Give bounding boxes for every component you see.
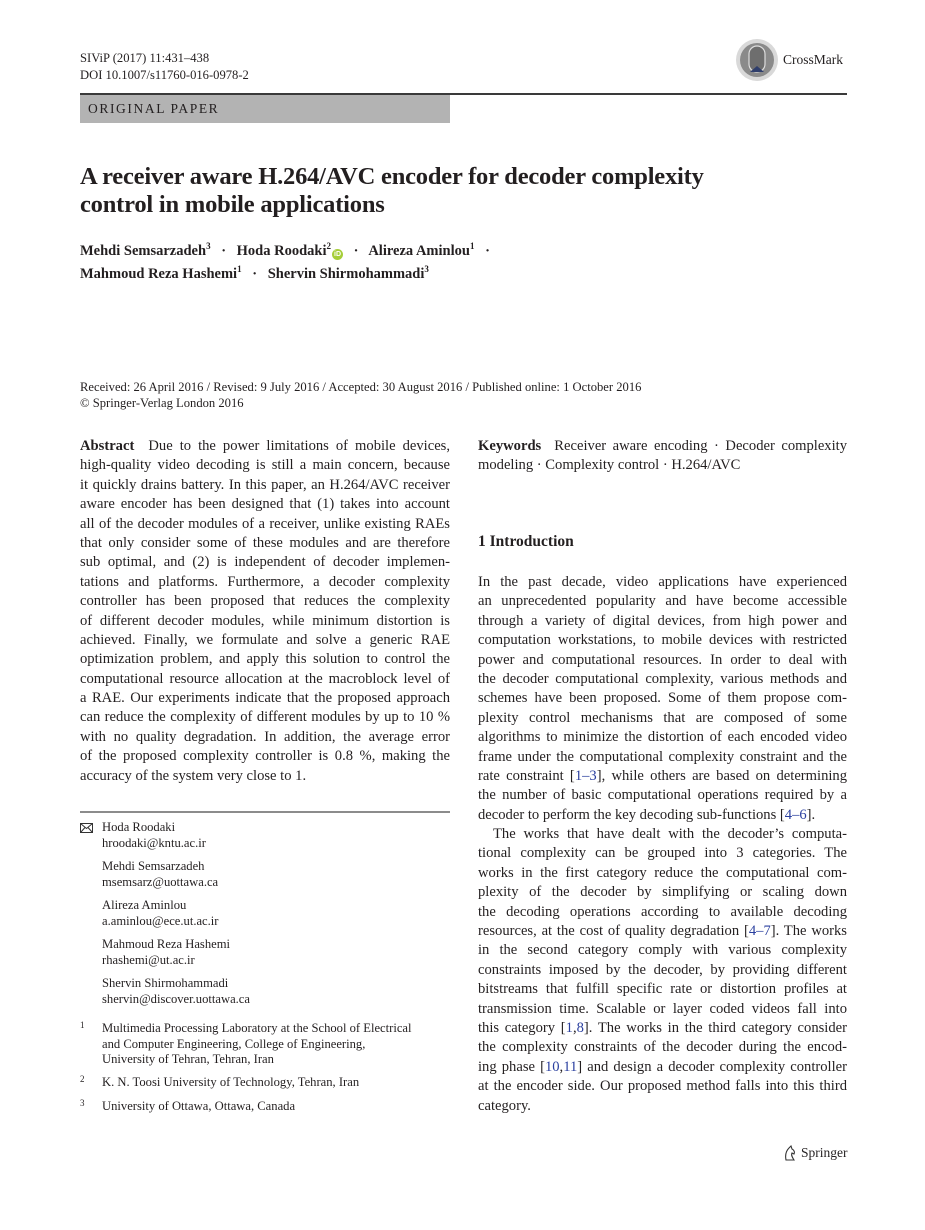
abstract-line — [80, 747, 450, 766]
abstract-text: sub optimal, and (2) is independent of decoder implemen- — [80, 554, 450, 571]
contact-name: Hoda Roodaki — [102, 820, 176, 834]
article-type-banner — [80, 95, 450, 123]
paragraph-text: constraints imposed by the decoder, by providing different — [478, 961, 847, 978]
affiliation-number: 3 — [80, 1098, 85, 1108]
springer-logo — [783, 1145, 848, 1161]
abstract-line — [80, 592, 450, 611]
affiliation-line: K. N. Toosi University of Technology, Tehran, Iran — [102, 1075, 360, 1089]
author-separator: · — [221, 243, 227, 259]
springer-horse-icon — [783, 1145, 797, 1161]
section-body — [478, 573, 847, 1116]
paragraph-line — [478, 903, 847, 922]
abstract-line — [80, 670, 450, 689]
paragraph-text: this category [ — [478, 1019, 566, 1036]
citation-link[interactable]: 10 — [544, 1058, 560, 1075]
paragraph-line — [478, 806, 847, 825]
paragraph-text: an unprecedented popularity and have become accessible — [478, 593, 847, 610]
contact-name: Mehdi Semsarzadeh — [102, 859, 205, 873]
paragraph-line — [478, 941, 847, 960]
contact-email[interactable]: a.aminlou@ece.ut.ac.ir — [102, 913, 219, 928]
paragraph-line — [478, 767, 847, 786]
orcid-icon[interactable]: iD — [334, 251, 342, 258]
paragraph-text: The works that have dealt with the decoder’s computa- — [493, 826, 847, 843]
paragraph-text: ], while others are based on determining — [596, 767, 848, 784]
paragraph-text: computation workstations, to mobile devices with restricted — [478, 632, 847, 649]
paragraph-line — [478, 1058, 847, 1077]
abstract-text: it quickly drains battery. In this paper, an H.264/AVC receiver — [80, 476, 450, 493]
journal-reference: SIViP (2017) 11:431–438 — [80, 51, 210, 65]
abstract-line — [80, 631, 450, 650]
paragraph-line — [478, 612, 847, 631]
abstract-text: optimization problem, and apply this solution to control the — [80, 651, 450, 668]
paragraph-line — [478, 651, 847, 670]
abstract-text: accuracy of the system very close to 1. — [80, 767, 307, 784]
author-affiliation: 3 — [206, 241, 211, 251]
paragraph-text: the number of basic computational operations required by a — [478, 787, 847, 804]
affiliation-number: 1 — [80, 1020, 85, 1030]
abstract-text: that only consider some of these modules and are therefore — [80, 534, 450, 551]
paragraph-line — [478, 980, 847, 999]
author-name: Hoda Roodaki — [236, 243, 327, 259]
contact-email[interactable]: shervin@discover.uottawa.ca — [102, 991, 250, 1006]
paragraph-text: in the second category comply with various complexity — [478, 942, 847, 959]
keywords-line: modeling · Complexity control · H.264/AVC — [478, 457, 741, 474]
paragraph-text: plexity of the decoder by simplifying or scaling down — [478, 884, 847, 901]
article-type: ORIGINAL PAPER — [88, 101, 220, 116]
citation-link[interactable]: 1 — [565, 1019, 573, 1036]
abstract-text: Due to the power limitations of mobile devices, — [148, 438, 451, 454]
abstract-line — [80, 767, 450, 786]
affiliation-number: 2 — [80, 1074, 85, 1084]
abstract-text: controller has been proposed that reduces the complexity — [80, 593, 450, 610]
paragraph-line — [478, 1000, 847, 1019]
abstract-text: a RAE. Our experiments indicate that the proposed approach — [80, 690, 450, 707]
paragraph-line — [478, 592, 847, 611]
abstract-text: aware encoder has been designed that (1) takes into account — [80, 496, 450, 513]
abstract-text: tations and platforms. Furthermore, a decoder complexity — [80, 573, 450, 590]
abstract-line — [80, 689, 450, 708]
abstract-line — [80, 476, 450, 495]
paragraph-text: , — [559, 1058, 564, 1075]
paragraph-text: at the encoder side. Our proposed method falls into this third — [478, 1078, 847, 1095]
paragraph-line — [478, 922, 847, 941]
paragraph-line — [478, 1019, 847, 1038]
publication-dates: Received: 26 April 2016 / Revised: 9 July 2016 / Accepted: 30 August 2016 / Published online: 1 October 2016 — [80, 380, 642, 394]
abstract-text: achieved. Finally, we formulate and solve a generic RAE — [80, 631, 450, 648]
paragraph-text: ]. The works in the third category consider — [583, 1019, 847, 1036]
affiliation-line: and Computer Engineering, College of Engineering, — [102, 1036, 366, 1051]
affiliation-line: University of Tehran, Tehran, Iran — [102, 1052, 274, 1066]
abstract-line — [80, 534, 450, 553]
paragraph-line — [478, 709, 847, 728]
keywords — [478, 437, 847, 476]
abstract — [80, 437, 450, 786]
paragraph-line — [478, 670, 847, 689]
abstract-line — [80, 708, 450, 727]
paragraph-line — [478, 825, 847, 844]
section-heading: 1 Introduction — [478, 533, 574, 550]
abstract-text: of the proposed complexity controller is 0.8 %, making the — [80, 748, 450, 765]
abstract-line — [80, 515, 450, 534]
paragraph-text: resources, at the cost of quality degradation [ — [478, 923, 749, 940]
paragraph-text: ] and design a decoder complexity controller — [577, 1058, 847, 1075]
crossmark-label: CrossMark — [783, 52, 843, 67]
paragraph-line — [478, 728, 847, 747]
paragraph-text: through a variety of digital devices, from high power and — [478, 612, 847, 629]
author-separator: · — [353, 243, 359, 259]
contact-name: Mahmoud Reza Hashemi — [102, 937, 231, 951]
author-affiliation: 2 — [326, 241, 332, 251]
paragraph-text: decoder to perform the key decoding sub-functions [ — [478, 806, 785, 823]
author-affiliation: 3 — [424, 264, 429, 274]
abstract-line — [80, 495, 450, 514]
contact-email[interactable]: hroodaki@kntu.ac.ir — [102, 835, 206, 850]
paragraph-line — [478, 689, 847, 708]
paragraph-text: ing phase [ — [478, 1058, 545, 1075]
paragraph-text: frame under the computational complexity constraint and the — [478, 748, 847, 765]
paragraph-text: , — [572, 1019, 577, 1036]
abstract-text: of different decoder modules, while minimum distortion is — [80, 612, 450, 629]
citation-link[interactable]: 8 — [576, 1019, 584, 1036]
affiliation-line: University of Ottawa, Ottawa, Canada — [102, 1099, 296, 1113]
author-affiliation: 1 — [237, 264, 242, 274]
paper-title — [80, 163, 704, 219]
abstract-line — [80, 456, 450, 475]
abstract-text: computational resource allocation at the macroblock level of — [80, 670, 450, 687]
crossmark-badge[interactable] — [735, 38, 843, 82]
abstract-label: Abstract — [80, 438, 135, 454]
paragraph-text: ]. The works — [770, 923, 847, 940]
paragraph-text: the decoding operations according to available decoding — [478, 903, 847, 920]
contact-email[interactable]: rhashemi@ut.ac.ir — [102, 952, 195, 967]
paragraph-line — [478, 1097, 847, 1116]
paragraph-line — [478, 864, 847, 883]
contact-name: Shervin Shirmohammadi — [102, 976, 229, 990]
contact-name: Alireza Aminlou — [102, 898, 187, 912]
author-separator: · — [485, 243, 490, 259]
author-name: Shervin Shirmohammadi — [267, 266, 425, 282]
copyright: © Springer-Verlag London 2016 — [80, 396, 244, 410]
citation-link[interactable]: 1–3 — [574, 767, 597, 784]
paragraph-line — [478, 573, 847, 592]
citation-link[interactable]: 11 — [563, 1058, 578, 1075]
keywords-label: Keywords — [478, 438, 542, 454]
paragraph-text: transmission time. Scalable or layer coded videos fall into — [478, 1000, 847, 1017]
abstract-text: can reduce the complexity of different modules by up to 10 % — [80, 709, 450, 726]
title-line-1: A receiver aware H.264/AVC encoder for decoder complexity — [80, 163, 704, 190]
paragraph-text: category. — [478, 1097, 531, 1114]
author-affiliation: 1 — [469, 241, 475, 251]
paragraph-text: power and computational resources. In order to deal with — [478, 651, 847, 668]
abstract-line — [80, 573, 450, 592]
paragraph-line — [478, 961, 847, 980]
paragraph-text: works in the first category reduce the computational com- — [478, 864, 847, 881]
paragraph-text: ]. — [806, 806, 816, 823]
abstract-line — [80, 553, 450, 572]
paragraph-text: the complexity constraints of the decoder during the encod- — [478, 1039, 847, 1056]
paragraph-text: plexity control mechanisms that are composed of some — [478, 709, 847, 726]
keywords-line: Receiver aware encoding · Decoder complexity — [554, 438, 848, 454]
paragraph-text: schemes have been proposed. Some of them propose com- — [478, 690, 847, 707]
abstract-text: with no quality degradation. In addition, the average error — [80, 728, 450, 745]
author-name: Alireza Aminlou — [368, 243, 470, 259]
paragraph-text: In the past decade, video applications have experienced — [478, 574, 847, 590]
paragraph-line — [478, 844, 847, 863]
abstract-text: all of the decoder modules of a receiver, unlike existing RAEs — [80, 515, 450, 532]
author-name: Mahmoud Reza Hashemi — [80, 266, 238, 282]
paragraph-line — [478, 1077, 847, 1096]
publisher-name: Springer — [801, 1145, 848, 1160]
paragraph-text: tional complexity can be grouped into 3 categories. The — [478, 845, 847, 862]
author-name: Mehdi Semsarzadeh — [80, 243, 207, 259]
contact-email[interactable]: msemsarz@uottawa.ca — [102, 874, 219, 889]
paragraph-text: bitstreams that fulfill specific rate or distortion profiles at — [478, 981, 847, 998]
author-separator: · — [252, 266, 258, 282]
author-list — [80, 240, 497, 286]
crossmark-icon — [735, 38, 779, 82]
paragraph-line — [478, 1038, 847, 1057]
paragraph-line — [478, 631, 847, 650]
paragraph-text: the decoder computational complexity, various methods and — [478, 670, 847, 687]
doi: DOI 10.1007/s11760-016-0978-2 — [80, 68, 249, 82]
citation-link[interactable]: 4–6 — [784, 806, 807, 823]
paragraph-line — [478, 883, 847, 902]
title-line-2: control in mobile applications — [80, 191, 385, 218]
footnote-rule — [80, 811, 450, 813]
paragraph-line — [478, 786, 847, 805]
abstract-text: high-quality video decoding is still a main concern, because — [80, 457, 450, 474]
paragraph-line — [478, 748, 847, 767]
abstract-line — [80, 612, 450, 631]
abstract-line — [80, 650, 450, 669]
citation-link[interactable]: 4–7 — [748, 923, 771, 940]
abstract-line — [80, 437, 450, 456]
paragraph-text: algorithms to minimize the distortion of each encoded video — [478, 729, 847, 746]
affiliation-line: Multimedia Processing Laboratory at the School of Electrical — [102, 1021, 412, 1035]
abstract-line — [80, 728, 450, 747]
envelope-icon — [80, 823, 93, 833]
paragraph-text: rate constraint [ — [478, 767, 575, 784]
